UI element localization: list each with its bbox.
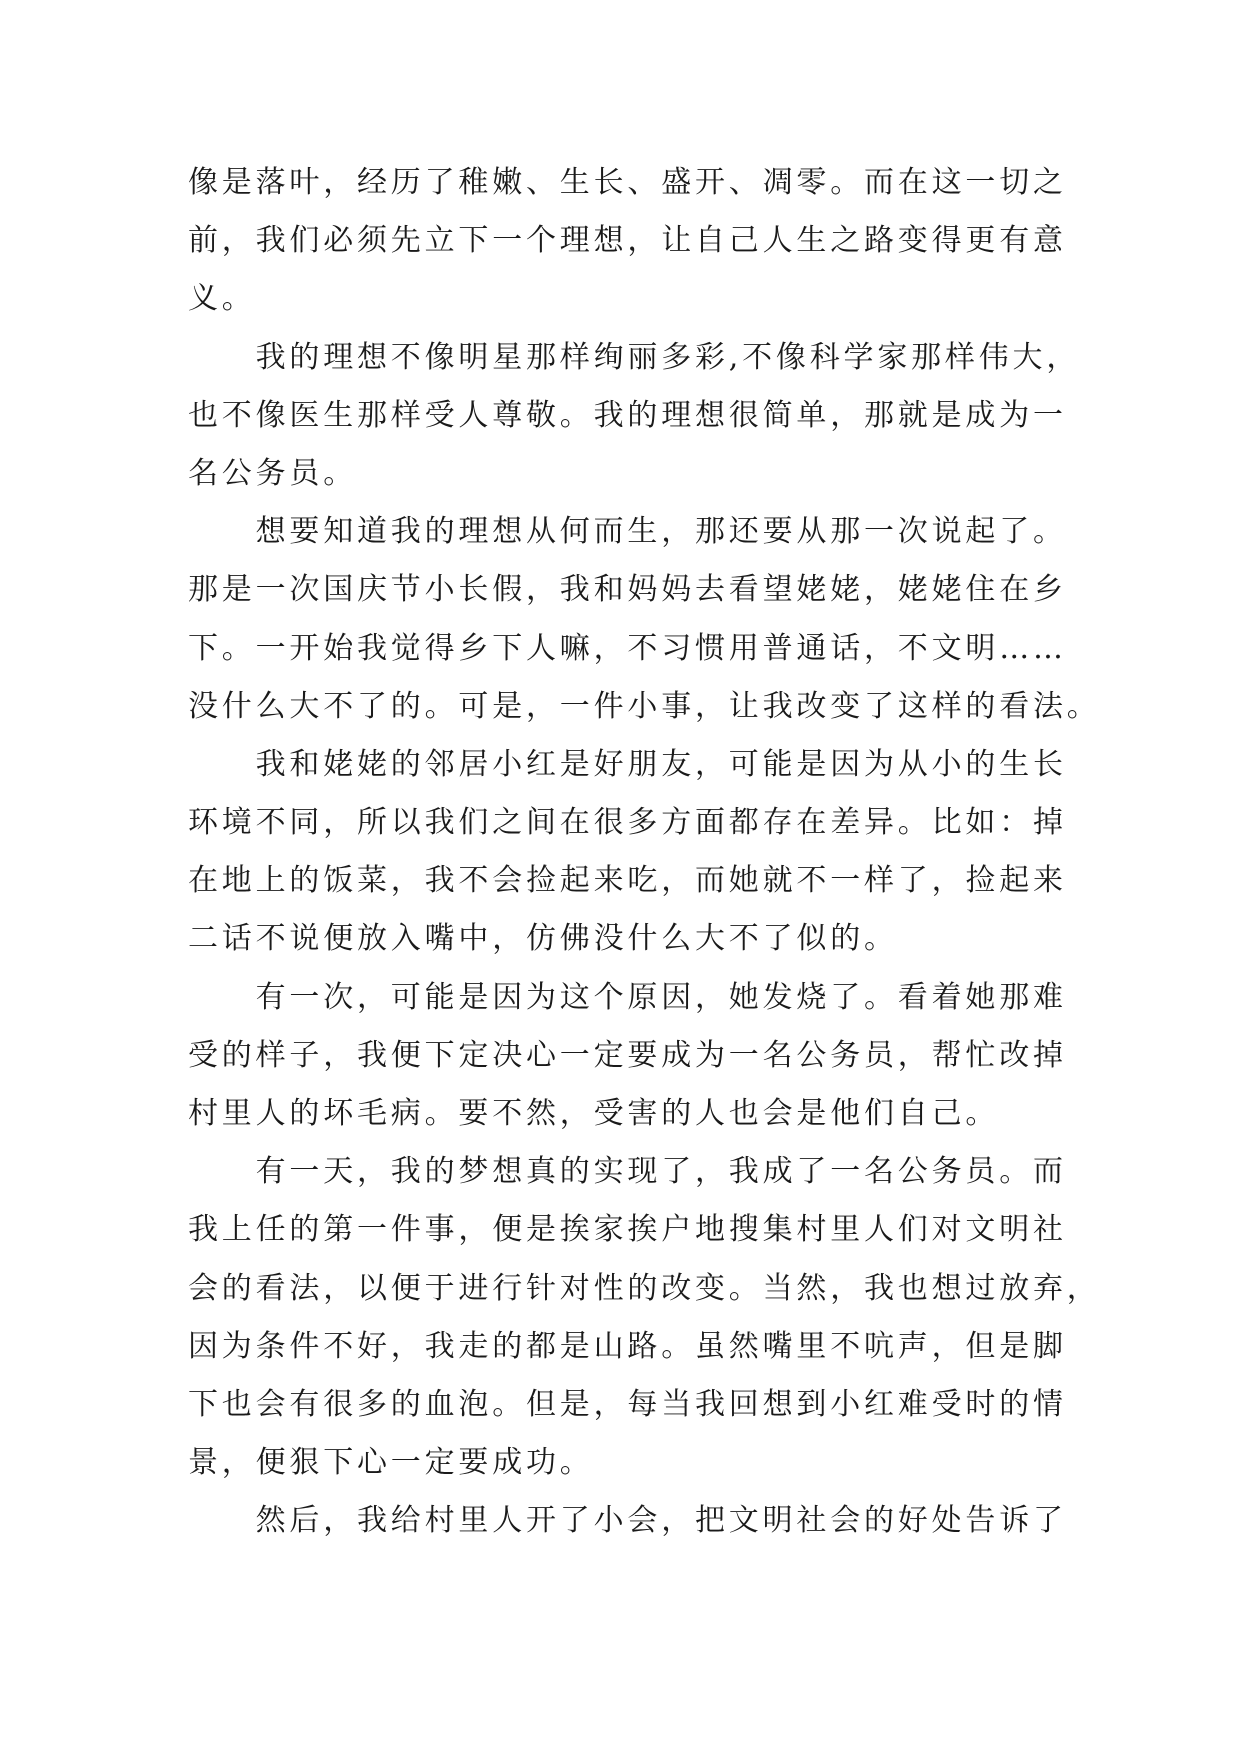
- text-line: 景，便狠下心一定要成功。: [188, 1445, 594, 1481]
- text-line: 下。一开始我觉得乡下人嘛，不习惯用普通话，不文明……: [188, 630, 1067, 666]
- text-line: 因为条件不好，我走的都是山路。虽然嘴里不吭声，但是脚: [188, 1328, 1067, 1364]
- text-line: 也不像医生那样受人尊敬。我的理想很简单，那就是成为一: [188, 397, 1067, 433]
- text-line: 没什么大不了的。可是，一件小事，让我改变了这样的看法。: [188, 688, 1101, 724]
- text-line: 像是落叶，经历了稚嫩、生长、盛开、凋零。而在这一切之: [188, 165, 1067, 200]
- text-line: 前，我们必须先立下一个理想，让自己人生之路变得更有意: [188, 223, 1067, 259]
- text-line: 下也会有很多的血泡。但是，每当我回想到小红难受时的情: [188, 1386, 1067, 1422]
- text-line: 我上任的第一件事，便是挨家挨户地搜集村里人们对文明社: [188, 1212, 1067, 1248]
- text-line: 想要知道我的理想从何而生，那还要从那一次说起了。: [188, 514, 1067, 550]
- essay-body: [188, 154, 1101, 1551]
- text-line: 有一天，我的梦想真的实现了，我成了一名公务员。而: [188, 1154, 1067, 1190]
- text-line: 我和姥姥的邻居小红是好朋友，可能是因为从小的生长: [188, 746, 1067, 782]
- text-line: 那是一次国庆节小长假，我和妈妈去看望姥姥，姥姥住在乡: [188, 572, 1067, 608]
- text-line: 村里人的坏毛病。要不然，受害的人也会是他们自己。: [188, 1096, 1000, 1131]
- text-line: 然后，我给村里人开了小会，把文明社会的好处告诉了: [188, 1503, 1067, 1539]
- text-line: 会的看法，以便于进行针对性的改变。当然，我也想过放弃，: [188, 1270, 1101, 1306]
- text-line: 我的理想不像明星那样绚丽多彩,不像科学家那样伟大，: [188, 339, 1081, 375]
- text-line: 在地上的饭菜，我不会捡起来吃，而她就不一样了，捡起来: [188, 863, 1067, 899]
- text-line: 有一次，可能是因为这个原因，她发烧了。看着她那难: [188, 979, 1067, 1015]
- text-line: 受的样子，我便下定决心一定要成为一名公务员，帮忙改掉: [188, 1037, 1067, 1073]
- text-line: 义。: [188, 281, 256, 317]
- text-line: 环境不同，所以我们之间在很多方面都存在差异。比如：掉: [188, 805, 1067, 841]
- text-line: 二话不说便放入嘴中，仿佛没什么大不了似的。: [188, 921, 898, 957]
- text-line: 名公务员。: [188, 455, 357, 491]
